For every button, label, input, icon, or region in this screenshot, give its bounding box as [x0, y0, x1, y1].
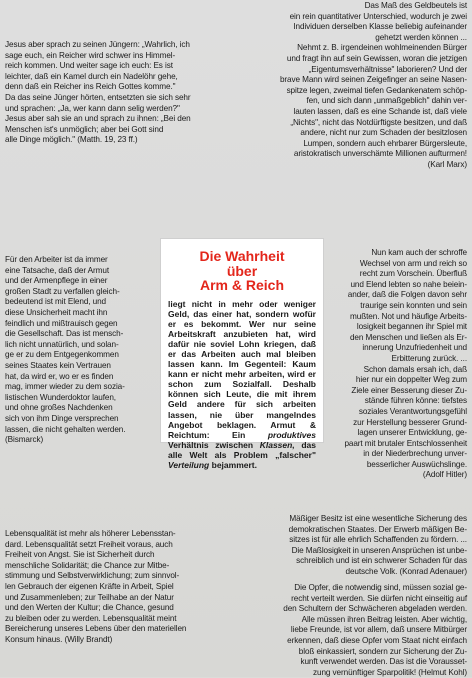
headline-line-3: Arm & Reich [199, 277, 285, 293]
quote-line: mag, immer wieder zu dem sozia- [5, 382, 125, 392]
body-text: das alle Welt als Problem „falscher" [168, 439, 316, 460]
quote-hitler [318, 248, 467, 481]
quote-line: lauten lassen, daß es eine Schande ist, daß viele [293, 106, 467, 116]
quote-line: zung vernünftiger Sparpolitik! (Helmut Kohl) [313, 667, 467, 677]
body-text: Verhältnis zwischen [168, 439, 254, 450]
quote-source: (Karl Marx) [427, 159, 467, 169]
quote-line: hier nur ein doppelter Weg zum [355, 375, 467, 385]
quote-line: bloß einkassiert, sondern zur Sicherung der Zu- [298, 646, 467, 656]
quote-line: leichter, daß ein Kamel durch ein Nadelöhr gehe, [5, 71, 178, 81]
quote-line: „Eigentumsverhältnisse" laborieren? Und der [308, 64, 467, 74]
quote-line: Ziele einer Besserung dieser Zu- [351, 385, 467, 395]
quote-line: Lebensqualität ist mehr als höherer Lebensstan- [5, 529, 176, 538]
quote-line: alle Dinge möglich." (Matth. 19, 23 ff.) [5, 135, 138, 145]
quote-line: Nehmt z. B. irgendeinen wohlmeinenden Bürger [297, 43, 467, 53]
headline-body [168, 299, 316, 471]
quote-kohl [233, 583, 467, 678]
quote-line: spitze legen, zweimal tiefen Gedankenatem schöp- [286, 85, 467, 95]
quote-line: eine Tatsache, daß der Armut [5, 265, 109, 275]
body-text: liegt nicht in mehr oder weniger Geld, das einer hat, sondern wofür er es bekommt. Wer nur seine Arbeitskraft anzubieten hat, wird dafür nie soviel Lohn kriegen, daß er das Arbeiten auch mal bleiben lassen kann. Im Gegenteil: Kaum kann er nicht mehr arbeiten, wird er schon zum Sozialfall. Deshalb können sich Leute, die mit ihrem Geld andere für sich arbeiten lassen, nie über mangelndes Angebot beklagen. Armut & Reichtum: Ein [168, 298, 316, 440]
quote-line: Da das seine Jünger hörten, entsetzten sie sich sehr [5, 92, 191, 102]
quote-line: lich nicht unnatürlich, und solan- [5, 339, 119, 349]
quote-line: in der Niederbrechung unver- [363, 449, 467, 459]
quote-line: demokratischen Staates. Der Erwerb mäßigen Be- [288, 524, 467, 534]
quote-line: zu bleiben oder zu werden. Lebensqualität meint [5, 613, 177, 623]
quote-line: Die Opfer, die notwendig sind, müssen sozial ge- [294, 583, 467, 592]
quote-line: Schon damals ersah ich, daß [363, 364, 467, 374]
quote-line: recht verteilt werden. Sie dürfen nicht einseitig auf [291, 593, 467, 603]
quote-line: kunft verwendet werden. Das ist die Vorausset- [300, 657, 467, 667]
quote-line: ander, daß die Folgen davon sehr [347, 290, 467, 300]
quote-line: bedeutend ist mit Elend, und [5, 297, 106, 307]
quote-marx [208, 1, 467, 171]
quote-line: sage euch, ein Reicher wird schwer ins Himmel- [5, 50, 176, 60]
quote-line: den Menschen und ließen als Er- [349, 332, 467, 342]
body-emphasis: produktives [267, 429, 316, 440]
quote-line: stimmung und Selbstverwirklichung; zum sinnvol- [5, 571, 180, 581]
quote-line: schreiblich und ist ein schwerer Schaden für das [296, 556, 467, 566]
quote-line: Wechsel von arm und reich so [359, 258, 467, 268]
quote-line: denn daß ein Reicher ins Reich Gottes komme." [5, 82, 176, 92]
quote-source: (Adolf Hitler) [422, 470, 467, 480]
quote-line: gehetzt werden können ... [375, 32, 467, 42]
quote-line: und sprachen: „Ja, wer kann dann selig werden?" [5, 103, 180, 113]
quote-line: len Gebrauch der eigenen Kräfte in Arbeit, Spiel [5, 581, 174, 591]
quote-line: erkennen, daß diese Opfer vom Staat nicht einfach [287, 635, 467, 645]
quote-line: Für den Arbeiter ist da immer [5, 255, 108, 264]
quote-line: soziales Verantwortungsgefühl [358, 406, 467, 416]
quote-line: andere, nicht nur zum Schaden der besitzlosen [300, 128, 467, 138]
quote-line: feindlich und mißtrauisch gegen [5, 318, 118, 328]
headline [161, 249, 323, 293]
quote-line: liebe Freunde, ist vor allem, daß unsere Mitbürger [290, 625, 467, 635]
quote-line: Alle müssen ihren Beitrag leisten. Aber wichtig, [301, 614, 467, 624]
quote-line: innerung Unzufriedenheit und [362, 343, 467, 353]
body-text: bejammert. [211, 460, 257, 470]
quote-line: Das Maß des Geldbeutels ist [364, 1, 467, 10]
quote-line: seines Staates kein Vertrauen [5, 360, 111, 370]
quote-line: großen Stadt zu verfallen gleich- [5, 286, 120, 296]
quote-line: recht zum Vorschein. Überfluß [359, 269, 467, 279]
quote-line: Jesus aber sprach zu seinen Jüngern: „Wahrlich, ich [5, 40, 190, 49]
quote-line: ein rein quantitativer Unterschied, wodurch je zwei [289, 11, 467, 21]
quote-bismarck [5, 255, 155, 446]
quote-line: Konsum hinaus. (Willy Brandt) [5, 634, 113, 644]
quote-line: besserlicher Auswüchslinge. [366, 459, 467, 469]
quote-line: „Nichts", nicht das Notdürftigste besitzen, und daß [290, 117, 467, 127]
quote-line: diese Unsicherheit macht ihn [5, 307, 108, 317]
quote-line: ge er zu dem Entgegenkommen [5, 350, 119, 360]
quote-line: Die Maßlosigkeit in unseren Ansprüchen ist unbe- [291, 545, 467, 555]
quote-line: sich von ihm Dinge versprechen [5, 413, 119, 423]
quote-line: zur Herstellung besserer Grund- [353, 417, 467, 427]
quote-line: Mäßiger Besitz ist eine wesentliche Sicherung des [289, 514, 467, 523]
headline-line-2: über [226, 262, 258, 279]
quote-line: dard. Lebensqualität setzt Freiheit voraus, auch [5, 539, 173, 549]
quote-line: Jesus aber sah sie an und sprach zu ihnen: „Bei den [5, 114, 191, 124]
quote-line: fen, und sich dann „unmaßgeblich" dahin ver- [306, 96, 467, 106]
quote-line: stände führen könne: tiefstes [364, 396, 467, 406]
quote-line: und den Werten der Kultur; die Chance, gesund [5, 603, 174, 613]
body-emphasis: Klassen, [259, 439, 295, 450]
quote-jesus [5, 40, 227, 146]
quote-line: deutsche Volk. (Konrad Adenauer) [345, 566, 467, 576]
headline-line-1: Die Wahrheit [199, 248, 285, 264]
quote-source: (Bismarck) [5, 435, 44, 445]
quote-line: listischen Wunderdoktor laufen, [5, 392, 116, 402]
quote-line: und ohne großes Nachdenken [5, 403, 113, 413]
quote-line: und Elend lebten so nahe beiein- [350, 279, 467, 289]
quote-line: und der Armenpflege in einer [5, 276, 108, 286]
headline-box [160, 238, 324, 470]
quote-line: Lumpen, sondern auch ehrbarer Bürgersleute, [303, 138, 467, 148]
quote-line: mußten. Not und häufige Arbeits- [350, 311, 467, 321]
quote-line: menschliche Solidarität; die Chance zur Mitbe- [5, 560, 170, 570]
quote-line: lagen unserer Entwicklung, ge- [357, 428, 467, 438]
quote-line: Erbitterung zurück. ... [391, 353, 467, 363]
quote-line: Individuen derselben Klasse beliebig aufeinander [293, 22, 467, 32]
quote-brandt [5, 529, 229, 646]
quote-line: die Gesellschaft. Das ist mensch- [5, 329, 124, 339]
quote-line: Bereicherung unseres Lebens über den materiellen [5, 624, 187, 634]
quote-line: traurige sein konnten und sein [360, 300, 467, 310]
quote-line: aristokratisch unverschämte Millionen aufturmen! [293, 149, 467, 159]
quote-line: den Schultern der Schwächeren abgeladen werden. [283, 604, 467, 614]
quote-adenauer [233, 514, 467, 578]
quote-line: und fragt ihn auf sein Gewissen, woran die jetzigen [286, 53, 467, 63]
quote-line: brave Mann wird seinen Zeigefinger an seine Nasen- [279, 75, 467, 85]
quote-line: lassen, die nicht gehalten werden. [5, 424, 126, 434]
quote-line: Nun kam auch der schroffe [371, 248, 467, 257]
body-emphasis: Verteilung [168, 460, 210, 470]
quote-line: losigkeit begannen ihr Spiel mit [356, 322, 467, 332]
quote-line: und Zusammenleben; zur Teilhabe an der Natur [5, 592, 174, 602]
quote-line: Menschen ist's unmöglich; aber bei Gott sind [5, 124, 164, 134]
quote-line: Freiheit von Angst. Sie ist Sicherheit durch [5, 550, 155, 560]
quote-line: hat, da wird er, wo er es finden [5, 371, 114, 381]
quote-line: reich kommen. Und weiter sage ich euch: Es ist [5, 61, 173, 71]
quote-line: sitzes ist für alle ehrlich Schaffenden zu fördern. ... [289, 535, 467, 545]
quote-line: paart mit brutaler Entschlossenheit [344, 438, 467, 448]
